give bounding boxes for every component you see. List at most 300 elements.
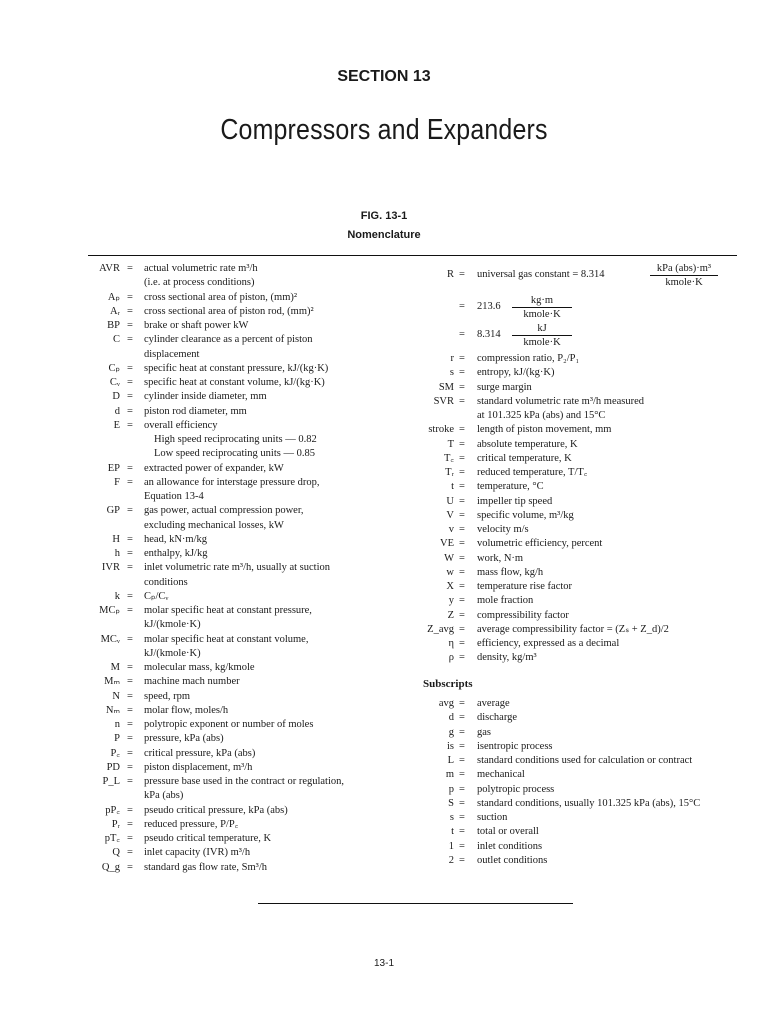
entry-definition <box>477 452 572 466</box>
definition-line: polytropic exponent or number of moles <box>144 719 314 730</box>
definition-line: specific heat at constant volume, kJ/(kg·K) <box>144 377 325 388</box>
fraction-numerator: kg·m <box>530 295 554 306</box>
unit-fraction <box>512 322 572 349</box>
equals-sign: = <box>459 495 465 507</box>
entry-symbol: h <box>114 548 120 559</box>
entry-definition <box>477 811 507 825</box>
entry-definition <box>477 537 602 551</box>
nomenclature-entry <box>405 840 745 854</box>
definition-line: surge margin <box>477 381 532 393</box>
equals-sign: = <box>127 562 133 574</box>
nomenclature-entry <box>405 768 745 782</box>
equals-sign: = <box>459 769 465 781</box>
nomenclature-entry <box>60 661 400 675</box>
entry-symbol: d <box>114 405 120 417</box>
definition-line: inlet conditions <box>477 840 543 852</box>
entry-symbol: ρ <box>448 652 454 664</box>
entry-definition <box>477 754 692 768</box>
definition-line: excluding mechanical losses, kW <box>144 519 284 531</box>
equals-sign: = <box>127 676 133 688</box>
nomenclature-entry <box>405 423 745 437</box>
entry-definition <box>144 747 255 761</box>
definition-line: (i.e. at process conditions) <box>144 277 255 289</box>
definition-line: mechanical <box>477 769 525 781</box>
definition-line: specific volume, m³/kg <box>477 509 574 521</box>
definition-line: at 101.325 kPa (abs) and 15°C <box>477 410 606 421</box>
fraction-numerator: kPa (abs)·m³ <box>656 263 712 274</box>
equals-sign: = <box>459 826 465 838</box>
entry-definition <box>144 690 190 704</box>
definition-line: actual volumetric rate m³/h <box>144 263 258 274</box>
nomenclature-entry <box>60 561 400 590</box>
nomenclature-entry <box>60 818 400 832</box>
entry-definition <box>477 768 525 782</box>
entry-symbol: s <box>449 367 454 379</box>
equals-sign: = <box>127 662 133 673</box>
definition-line: kPa (abs) <box>144 790 184 802</box>
nomenclature-entry <box>405 637 745 651</box>
definition-line: pseudo critical pressure, kPa (abs) <box>144 804 288 816</box>
definition-line: velocity m/s <box>477 524 529 535</box>
nomenclature-entry <box>60 704 400 718</box>
definition-line: Low speed reciprocating units — 0.85 <box>154 448 315 460</box>
nomenclature-entry <box>60 832 400 846</box>
nomenclature-entry <box>60 291 400 305</box>
equals-sign: = <box>127 305 133 317</box>
entry-definition <box>477 651 537 665</box>
equals-sign: = <box>127 804 133 816</box>
entry-symbol: V <box>446 509 454 521</box>
nomenclature-entry <box>60 533 400 547</box>
entry-definition <box>144 504 304 533</box>
definition-line: temperature rise factor <box>477 581 573 592</box>
nomenclature-entry <box>405 452 745 466</box>
nomenclature-entry <box>405 697 745 711</box>
entry-symbol: 2 <box>448 854 454 866</box>
entry-definition <box>477 797 700 811</box>
nomenclature-entry <box>60 504 400 533</box>
equals-sign: = <box>459 329 465 340</box>
definition-line: conditions <box>144 576 188 588</box>
nomenclature-entry <box>405 711 745 725</box>
entry-symbol: Z_avg <box>427 623 454 635</box>
entry-definition <box>144 804 288 818</box>
equals-sign: = <box>127 761 133 773</box>
gas-constant-row <box>405 294 745 324</box>
nomenclature-entry <box>405 566 745 580</box>
definition-line: speed, rpm <box>144 690 191 702</box>
entry-definition <box>144 861 267 875</box>
equals-sign: = <box>127 605 133 616</box>
equals-sign: = <box>459 509 465 521</box>
entry-definition <box>477 783 554 797</box>
definition-line: cross sectional area of piston, (mm)² <box>144 291 298 303</box>
entry-symbol: t <box>451 481 454 493</box>
gas-constant-row <box>405 322 745 352</box>
definition-line: extracted power of expander, kW <box>144 462 284 474</box>
entry-symbol: m <box>445 769 454 781</box>
entry-symbol: P꜀ <box>110 747 120 759</box>
nomenclature-entry <box>405 811 745 825</box>
nomenclature-entry <box>405 352 745 366</box>
entry-symbol: IVR <box>101 562 120 574</box>
entry-symbol: L <box>447 755 454 766</box>
figure-label: FIG. 13-1 <box>360 210 408 222</box>
nomenclature-entry <box>60 405 400 419</box>
definition-line: entropy, kJ/(kg·K) <box>477 367 555 379</box>
nomenclature-entry <box>60 262 400 291</box>
nomenclature-entry <box>405 825 745 839</box>
definition-line: brake or shaft power kW <box>144 320 249 331</box>
definition-line: molar flow, moles/h <box>144 704 229 716</box>
equals-sign: = <box>127 320 133 331</box>
entry-definition <box>477 711 517 725</box>
equals-sign: = <box>459 381 465 393</box>
nomenclature-entry <box>405 537 745 551</box>
nomenclature-entry <box>405 609 745 623</box>
nomenclature-entry <box>405 651 745 665</box>
equals-sign: = <box>127 590 133 602</box>
entry-definition <box>144 419 317 462</box>
equals-sign: = <box>459 797 465 809</box>
fraction-denominator: kmole·K <box>523 309 561 320</box>
equals-sign: = <box>459 552 465 564</box>
entry-symbol: d <box>448 712 454 724</box>
equals-sign: = <box>127 548 133 559</box>
entry-definition <box>144 547 207 561</box>
nomenclature-entry <box>60 362 400 376</box>
definition-line: volumetric efficiency, percent <box>477 538 603 550</box>
equals-sign: = <box>459 581 465 592</box>
entry-symbol: R <box>446 269 454 280</box>
nomenclature-entry <box>405 509 745 523</box>
entry-symbol: MCᵥ <box>100 633 120 645</box>
definition-line: High speed reciprocating units — 0.82 <box>154 434 317 445</box>
nomenclature-entry <box>60 319 400 333</box>
nomenclature-entry <box>60 390 400 404</box>
entry-symbol: T꜀ <box>443 452 454 464</box>
nomenclature-entry <box>405 466 745 480</box>
definition-line: reduced pressure, P/P꜀ <box>144 818 239 830</box>
entry-definition <box>477 697 510 711</box>
definition-line: molar specific heat at constant pressure, <box>144 605 312 616</box>
nomenclature-entry <box>405 740 745 754</box>
nomenclature-entry <box>60 476 400 505</box>
equals-sign: = <box>127 291 133 303</box>
entry-definition <box>144 718 313 732</box>
nomenclature-entry <box>60 690 400 704</box>
entry-symbol: Aₚ <box>107 291 120 303</box>
definition-line: suction <box>477 812 508 823</box>
entry-definition <box>144 846 250 860</box>
definition-line: overall efficiency <box>144 419 218 431</box>
entry-symbol: W <box>444 552 454 564</box>
entry-symbol: Nₘ <box>105 704 120 716</box>
entry-definition <box>477 366 554 380</box>
entry-symbol: EP <box>107 462 120 474</box>
nomenclature-entry <box>405 438 745 452</box>
entry-definition <box>144 675 240 689</box>
equals-sign: = <box>459 301 465 312</box>
entry-symbol: Cᵥ <box>109 377 120 388</box>
definition-line: standard conditions used for calculation or contract <box>477 755 693 766</box>
equals-sign: = <box>127 533 133 545</box>
entry-symbol: F <box>114 476 120 488</box>
definition-line: mole fraction <box>477 595 534 607</box>
entry-symbol: Mₘ <box>104 676 120 688</box>
nomenclature-entry <box>60 718 400 732</box>
equals-sign: = <box>459 538 465 550</box>
entry-symbol: t <box>451 826 454 838</box>
equals-sign: = <box>127 476 133 488</box>
unit-fraction <box>512 294 572 321</box>
equals-sign: = <box>127 505 133 517</box>
entry-definition <box>144 661 255 675</box>
fraction-numerator: kJ <box>537 323 547 334</box>
definition-line: gas <box>477 726 491 738</box>
entry-definition <box>144 590 169 604</box>
entry-symbol: Cₚ <box>108 362 120 374</box>
nomenclature-entry <box>405 395 745 424</box>
entry-symbol: X <box>446 581 454 592</box>
gas-constant-row <box>405 262 745 292</box>
entry-definition <box>144 390 267 404</box>
entry-symbol: PD <box>106 761 120 773</box>
entry-definition <box>144 291 297 305</box>
nomenclature-entry <box>60 604 400 633</box>
entry-symbol: 1 <box>448 840 454 852</box>
equals-sign: = <box>459 467 465 478</box>
entry-definition <box>144 633 308 662</box>
definition-line: molecular mass, kg/kmole <box>144 662 255 673</box>
equals-sign: = <box>459 783 465 795</box>
nomenclature-entry <box>405 754 745 768</box>
equals-sign: = <box>459 698 465 709</box>
definition-line: cylinder inside diameter, mm <box>144 391 267 403</box>
entry-definition <box>144 604 312 633</box>
entry-symbol: BP <box>107 320 120 331</box>
entry-definition <box>477 480 544 494</box>
definition-line: average compressibility factor = (Zₛ + Z_d)/2 <box>477 623 669 635</box>
entry-definition <box>477 509 574 523</box>
definition-line: piston rod diameter, mm <box>144 405 247 417</box>
entry-symbol: v <box>448 524 454 535</box>
definition-line: work, N·m <box>477 552 524 564</box>
definition-line: efficiency, expressed as a decimal <box>477 638 620 649</box>
definition-line: absolute temperature, K <box>477 438 578 450</box>
entry-definition <box>477 552 523 566</box>
entry-symbol: g <box>448 726 454 738</box>
entry-definition <box>144 832 271 846</box>
entry-symbol: C <box>112 334 120 346</box>
definition-line: pressure, kPa (abs) <box>144 733 224 745</box>
equals-sign: = <box>459 524 465 535</box>
equals-sign: = <box>459 566 465 578</box>
entry-definition <box>144 818 238 832</box>
entry-symbol: P_L <box>102 776 120 787</box>
equals-sign: = <box>459 854 465 866</box>
definition-line: mass flow, kg/h <box>477 566 544 578</box>
entry-symbol: AVR <box>99 263 120 274</box>
bottom-rule <box>258 903 573 904</box>
entry-symbol: Pᵣ <box>111 818 120 830</box>
equals-sign: = <box>127 633 133 645</box>
equals-sign: = <box>127 377 133 388</box>
entry-definition <box>144 476 320 505</box>
section-heading: SECTION 13 <box>337 68 431 85</box>
entry-symbol: M <box>110 662 120 673</box>
equals-sign: = <box>127 704 133 716</box>
entry-symbol: S <box>448 797 454 809</box>
definition-line: critical pressure, kPa (abs) <box>144 747 256 759</box>
equals-sign: = <box>459 712 465 724</box>
definition-line: inlet volumetric rate m³/h, usually at suction <box>144 562 330 574</box>
entry-symbol: P <box>114 733 120 745</box>
nomenclature-entry <box>60 376 400 390</box>
equals-sign: = <box>127 847 133 859</box>
entry-definition <box>144 561 330 590</box>
entry-definition <box>144 405 247 419</box>
entry-symbol: D <box>112 391 120 403</box>
nomenclature-entry <box>60 590 400 604</box>
definition-line: outlet conditions <box>477 854 548 866</box>
equals-sign: = <box>127 419 133 431</box>
entry-definition <box>144 305 314 319</box>
nomenclature-entry <box>405 480 745 494</box>
definition-line: standard volumetric rate m³/h measured <box>477 395 645 407</box>
definition-line: compressibility factor <box>477 609 569 621</box>
nomenclature-entry <box>60 747 400 761</box>
equals-sign: = <box>127 362 133 374</box>
entry-definition <box>477 495 552 509</box>
definition-line: impeller tip speed <box>477 495 553 507</box>
entry-definition <box>144 775 344 804</box>
entry-definition <box>477 609 569 623</box>
gas-constant-value: universal gas constant = 8.314 <box>477 269 605 280</box>
entry-definition <box>144 704 228 718</box>
nomenclature-entry <box>60 861 400 875</box>
fraction-denominator: kmole·K <box>523 337 561 348</box>
entry-symbol: VE <box>440 538 454 550</box>
definition-line: head, kN·m/kg <box>144 533 207 545</box>
equals-sign: = <box>127 833 133 844</box>
equals-sign: = <box>459 652 465 664</box>
fraction-denominator: kmole·K <box>665 277 703 288</box>
entry-symbol: w <box>446 566 454 578</box>
definition-line: kJ/(kmole·K) <box>144 647 201 659</box>
equals-sign: = <box>459 755 465 766</box>
definition-line: compression ratio, P₂/P₁ <box>477 353 580 364</box>
entry-symbol: Tᵣ <box>445 467 454 478</box>
entry-definition <box>477 381 532 395</box>
nomenclature-entry <box>405 523 745 537</box>
entry-symbol: T <box>447 438 454 450</box>
entry-symbol: Q_g <box>101 861 120 873</box>
equals-sign: = <box>127 405 133 417</box>
definition-line: Cₚ/Cᵥ <box>144 590 169 602</box>
nomenclature-entry <box>60 462 400 476</box>
entry-definition <box>477 825 539 839</box>
entry-definition <box>144 333 313 362</box>
definition-line: cross sectional area of piston rod, (mm)² <box>144 305 314 317</box>
subscripts-heading: Subscripts <box>423 678 473 690</box>
equals-sign: = <box>459 840 465 852</box>
entry-definition <box>477 840 542 854</box>
entry-symbol: r <box>450 353 454 364</box>
entry-definition <box>144 462 284 476</box>
equals-sign: = <box>459 353 465 364</box>
page-number: 13-1 <box>373 958 394 969</box>
equals-sign: = <box>459 623 465 635</box>
definition-line: total or overall <box>477 826 539 838</box>
nomenclature-entry <box>405 552 745 566</box>
nomenclature-entry <box>405 797 745 811</box>
entry-definition <box>477 352 579 366</box>
definition-line: piston displacement, m³/h <box>144 761 253 773</box>
gas-constant-value: 8.314 <box>477 329 501 340</box>
entry-definition <box>477 395 644 424</box>
nomenclature-entry <box>405 623 745 637</box>
equals-sign: = <box>127 263 133 274</box>
equals-sign: = <box>127 462 133 474</box>
definition-line: pseudo critical temperature, K <box>144 833 272 844</box>
nomenclature-entry <box>60 775 400 804</box>
entry-definition <box>477 637 619 651</box>
entry-symbol: N <box>112 690 120 702</box>
entry-definition <box>144 376 325 390</box>
entry-definition <box>477 580 572 594</box>
entry-definition <box>477 740 553 754</box>
nomenclature-entry <box>405 580 745 594</box>
equals-sign: = <box>459 609 465 621</box>
equals-sign: = <box>127 391 133 403</box>
definition-line: discharge <box>477 712 518 724</box>
entry-definition <box>144 262 258 291</box>
equals-sign: = <box>459 595 465 607</box>
equals-sign: = <box>127 818 133 830</box>
entry-definition <box>144 533 207 547</box>
equals-sign: = <box>459 424 465 436</box>
entry-definition <box>477 438 578 452</box>
nomenclature-entry <box>60 846 400 860</box>
nomenclature-entry <box>60 732 400 746</box>
entry-symbol: pT꜀ <box>104 833 120 844</box>
nomenclature-entry <box>60 633 400 662</box>
entry-definition <box>477 854 547 868</box>
equals-sign: = <box>459 367 465 379</box>
equals-sign: = <box>459 452 465 464</box>
gas-constant-value: 213.6 <box>477 301 501 312</box>
definition-line: displacement <box>144 348 200 360</box>
equals-sign: = <box>459 740 465 752</box>
entry-definition <box>477 594 533 608</box>
equals-sign: = <box>459 726 465 738</box>
entry-symbol: p <box>448 783 454 795</box>
entry-definition <box>477 466 587 480</box>
definition-line: standard conditions, usually 101.325 kPa (abs), 15°C <box>477 797 701 809</box>
entry-symbol: stroke <box>428 424 454 436</box>
entry-definition <box>144 362 328 376</box>
nomenclature-entry <box>405 381 745 395</box>
entry-symbol: Q <box>112 847 120 859</box>
equals-sign: = <box>127 719 133 730</box>
entry-symbol: pP꜀ <box>105 804 120 816</box>
entry-symbol: Aᵣ <box>110 305 120 317</box>
top-rule <box>88 255 737 256</box>
entry-definition <box>477 523 529 537</box>
entry-definition <box>477 566 543 580</box>
definition-line: average <box>477 698 510 709</box>
